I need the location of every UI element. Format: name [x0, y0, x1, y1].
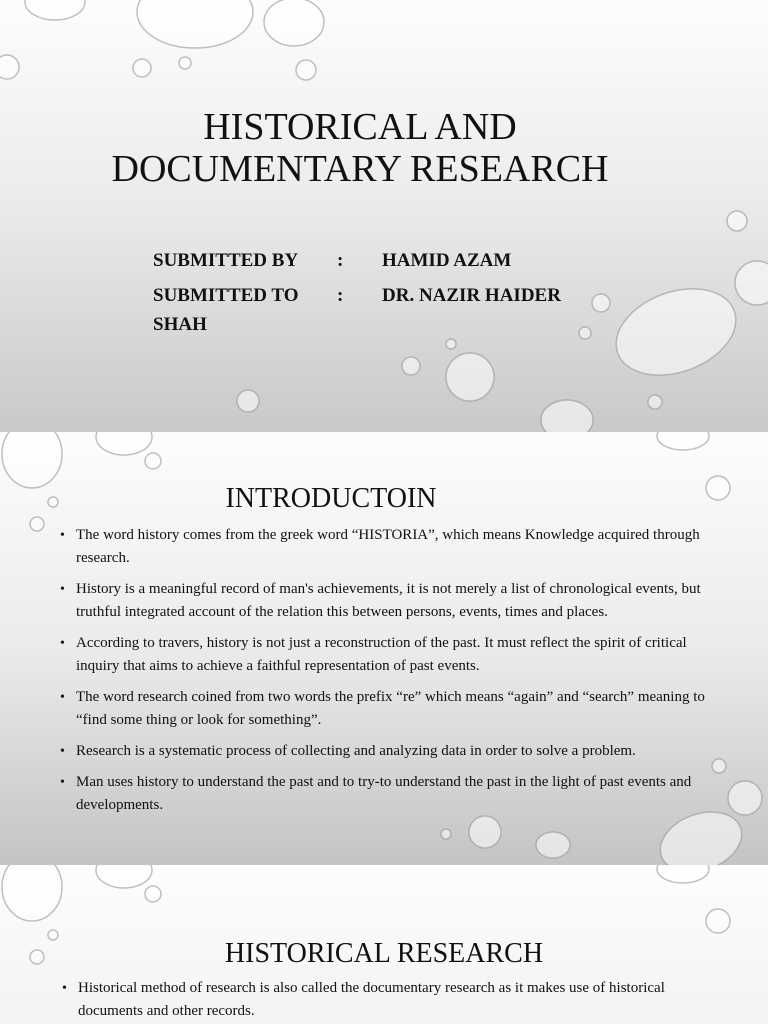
page-title: HISTORICAL AND DOCUMENTARY RESEARCH — [111, 106, 609, 190]
submitted-to-value-continued: SHAH — [153, 314, 207, 335]
submitted-by-colon: : — [337, 250, 344, 271]
submitted-to-value: DR. NAZIR HAIDER — [382, 285, 561, 306]
introduction-heading: INTRODUCTOIN — [225, 483, 437, 514]
historical-research-heading: HISTORICAL RESEARCH — [224, 938, 544, 969]
bullet-item: • The word research coined from two words the prefix “re” which means “again” and “search” meaning to “find some thing or look for something”. — [60, 686, 710, 732]
historical-research-bullet-list — [62, 977, 712, 1024]
bullet-item: • Research is a systematic process of collecting and analyzing data in order to solve a problem. — [60, 740, 710, 763]
historical-research-slide — [0, 865, 768, 1024]
bullet-item: • Historical method of research is also called the documentary research as it makes use of historical documents and other records. — [62, 977, 712, 1023]
title-slide — [0, 0, 768, 432]
water-drops-decoration — [0, 0, 768, 432]
submitted-to-colon: : — [337, 285, 344, 306]
bullet-item: • Man uses history to understand the past and to try-to understand the past in the light of past events and developments. — [60, 771, 710, 817]
submitted-by-value: HAMID AZAM — [382, 250, 512, 271]
bullet-item: • According to travers, history is not just a reconstruction of the past. It must reflect the spirit of critical inquiry that aims to achieve a faithful representation of past events. — [60, 632, 710, 678]
bullet-item: • The word history comes from the greek word “HISTORIA”, which means Knowledge acquired through research. — [60, 524, 710, 570]
introduction-bullet-list — [60, 524, 710, 825]
submitted-by-label: SUBMITTED BY — [153, 250, 299, 271]
submitted-to-label: SUBMITTED TO — [153, 285, 299, 306]
bullet-item: • History is a meaningful record of man's achievements, it is not merely a list of chronological events, but truthful integrated account of the relation this between persons, events, times and places. — [60, 578, 710, 624]
introduction-slide — [0, 432, 768, 865]
